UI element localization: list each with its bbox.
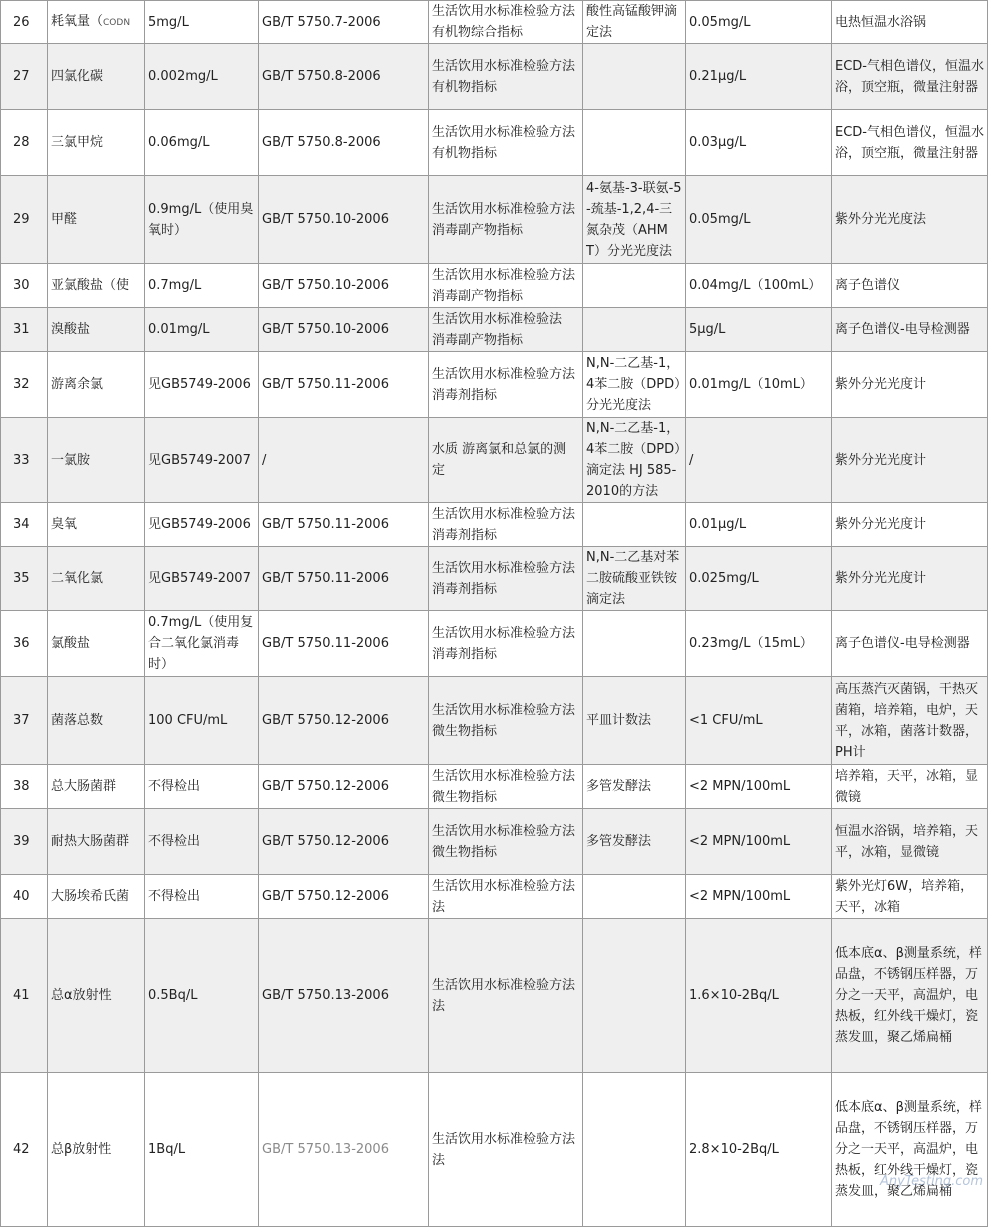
standard-code: GB/T 5750.11-2006 [259, 352, 429, 418]
row-number: 32 [1, 352, 48, 418]
standard-code: GB/T 5750.11-2006 [259, 547, 429, 611]
standard-code: GB/T 5750.11-2006 [259, 503, 429, 547]
item-name: 耗氧量（CODN [48, 1, 145, 44]
item-name: 总β放射性 [48, 1073, 145, 1227]
table-row [1, 110, 988, 176]
equipment: 紫外分光光度法 [832, 176, 988, 264]
item-name: 游离余氯 [48, 352, 145, 418]
watermark-logo: AnyTesting.com [879, 1174, 983, 1189]
limit-value: 100 CFU/mL [145, 677, 259, 765]
equipment: 低本底α、β测量系统，样品盘，不锈钢压样器，万分之一天平，高温炉，电热板，红外线干燥灯，瓷蒸发皿，聚乙烯扁桶 [832, 919, 988, 1073]
item-name: 三氯甲烷 [48, 110, 145, 176]
method-principle [583, 44, 686, 110]
limit-value: 不得检出 [145, 765, 259, 809]
equipment: 紫外分光光度计 [832, 352, 988, 418]
row-number: 40 [1, 875, 48, 919]
method-principle: 多管发酵法 [583, 809, 686, 875]
row-number: 35 [1, 547, 48, 611]
limit-value: 0.7mg/L（使用复合二氧化氯消毒时） [145, 611, 259, 677]
method-name: 生活饮用水标准检验方法 消毒副产物指标 [429, 264, 583, 308]
detection-limit: 5μg/L [686, 308, 832, 352]
row-number: 29 [1, 176, 48, 264]
method-name: 生活饮用水标准检验方法 消毒剂指标 [429, 611, 583, 677]
standard-code: / [259, 418, 429, 503]
equipment: 高压蒸汽灭菌锅，干热灭菌箱，培养箱，电炉，天平，冰箱，菌落计数器，PH计 [832, 677, 988, 765]
standard-code: GB/T 5750.11-2006 [259, 611, 429, 677]
detection-limit: / [686, 418, 832, 503]
standard-code: GB/T 5750.12-2006 [259, 809, 429, 875]
equipment: ECD-气相色谱仪，恒温水浴，顶空瓶，微量注射器 [832, 110, 988, 176]
row-number: 37 [1, 677, 48, 765]
standard-code: GB/T 5750.13-2006 [259, 919, 429, 1073]
item-name: 亚氯酸盐（使 [48, 264, 145, 308]
method-principle [583, 1073, 686, 1227]
table-row [1, 1, 988, 44]
method-principle [583, 503, 686, 547]
method-name: 生活饮用水标准检验方法 消毒剂指标 [429, 352, 583, 418]
row-number: 31 [1, 308, 48, 352]
method-name: 生活饮用水标准检验方法 微生物指标 [429, 677, 583, 765]
item-name: 甲醛 [48, 176, 145, 264]
method-principle: N,N-二乙基-1，4苯二胺（DPD）分光光度法 [583, 352, 686, 418]
standard-code: GB/T 5750.10-2006 [259, 308, 429, 352]
method-principle [583, 875, 686, 919]
table-row [1, 919, 988, 1073]
row-number: 39 [1, 809, 48, 875]
detection-limit: <1 CFU/mL [686, 677, 832, 765]
detection-limit: 0.05mg/L [686, 1, 832, 44]
method-principle: N,N-二乙基对苯二胺硫酸亚铁铵滴定法 [583, 547, 686, 611]
limit-value: 见GB5749-2007 [145, 547, 259, 611]
table-row [1, 1073, 988, 1227]
limit-value: 0.01mg/L [145, 308, 259, 352]
method-name: 生活饮用水标准检验方法 微生物指标 [429, 765, 583, 809]
detection-limit: 0.01mg/L（10mL） [686, 352, 832, 418]
row-number: 26 [1, 1, 48, 44]
limit-value: 0.5Bq/L [145, 919, 259, 1073]
detection-limit: 0.23mg/L（15mL） [686, 611, 832, 677]
limit-value: 见GB5749-2006 [145, 352, 259, 418]
table-row [1, 176, 988, 264]
equipment: 离子色谱仪-电导检测器 [832, 308, 988, 352]
limit-value: 见GB5749-2007 [145, 418, 259, 503]
table-row [1, 352, 988, 418]
table-row [1, 765, 988, 809]
detection-limit: <2 MPN/100mL [686, 765, 832, 809]
row-number: 33 [1, 418, 48, 503]
standard-code: GB/T 5750.12-2006 [259, 765, 429, 809]
table-row [1, 418, 988, 503]
standard-code: GB/T 5750.10-2006 [259, 264, 429, 308]
item-name: 耐热大肠菌群 [48, 809, 145, 875]
standard-code: GB/T 5750.7-2006 [259, 1, 429, 44]
limit-value: 5mg/L [145, 1, 259, 44]
detection-limit: <2 MPN/100mL [686, 875, 832, 919]
limit-value: 见GB5749-2006 [145, 503, 259, 547]
method-name: 生活饮用水标准检验方法 有机物指标 [429, 44, 583, 110]
table-row [1, 44, 988, 110]
table-row [1, 264, 988, 308]
item-name: 总大肠菌群 [48, 765, 145, 809]
equipment: 紫外分光光度计 [832, 418, 988, 503]
method-principle [583, 308, 686, 352]
item-name: 臭氧 [48, 503, 145, 547]
standard-code: GB/T 5750.8-2006 [259, 110, 429, 176]
method-name: 生活饮用水标准检验法 消毒副产物指标 [429, 308, 583, 352]
detection-limit: <2 MPN/100mL [686, 809, 832, 875]
standard-code: GB/T 5750.12-2006 [259, 875, 429, 919]
method-name: 生活饮用水标准检验方法 消毒副产物指标 [429, 176, 583, 264]
method-principle: 酸性高锰酸钾滴定法 [583, 1, 686, 44]
method-name: 生活饮用水标准检验方法法 [429, 875, 583, 919]
equipment: 离子色谱仪-电导检测器 [832, 611, 988, 677]
method-name: 生活饮用水标准检验方法法 [429, 1073, 583, 1227]
method-principle [583, 919, 686, 1073]
standard-code: GB/T 5750.12-2006 [259, 677, 429, 765]
equipment: 离子色谱仪 [832, 264, 988, 308]
table-row [1, 875, 988, 919]
limit-value: 1Bq/L [145, 1073, 259, 1227]
method-principle [583, 264, 686, 308]
row-number: 28 [1, 110, 48, 176]
method-principle [583, 110, 686, 176]
limit-value: 0.002mg/L [145, 44, 259, 110]
table-row [1, 611, 988, 677]
method-name: 生活饮用水标准检验方法 消毒剂指标 [429, 503, 583, 547]
equipment: 低本底α、β测量系统，样品盘，不锈钢压样器，万分之一天平，高温炉，电热板，红外线干燥灯，瓷蒸发皿，聚乙烯扁桶 [832, 1073, 988, 1227]
standard-code: GB/T 5750.8-2006 [259, 44, 429, 110]
equipment: 恒温水浴锅，培养箱，天平，冰箱，显微镜 [832, 809, 988, 875]
method-principle [583, 611, 686, 677]
row-number: 38 [1, 765, 48, 809]
row-number: 42 [1, 1073, 48, 1227]
detection-limit: 0.05mg/L [686, 176, 832, 264]
row-number: 36 [1, 611, 48, 677]
item-name: 溴酸盐 [48, 308, 145, 352]
standard-code: GB/T 5750.10-2006 [259, 176, 429, 264]
limit-value: 不得检出 [145, 809, 259, 875]
item-name: 总α放射性 [48, 919, 145, 1073]
item-name: 四氯化碳 [48, 44, 145, 110]
equipment: ECD-气相色谱仪，恒温水浴，顶空瓶，微量注射器 [832, 44, 988, 110]
row-number: 34 [1, 503, 48, 547]
limit-value: 0.9mg/L（使用臭氧时） [145, 176, 259, 264]
row-number: 41 [1, 919, 48, 1073]
detection-limit: 0.03μg/L [686, 110, 832, 176]
detection-limit: 0.025mg/L [686, 547, 832, 611]
limit-value: 0.7mg/L [145, 264, 259, 308]
method-principle: N,N-二乙基-1，4苯二胺（DPD）滴定法 HJ 585-2010的方法 [583, 418, 686, 503]
standard-code: GB/T 5750.13-2006 [259, 1073, 429, 1227]
method-name: 生活饮用水标准检验方法 有机物指标 [429, 110, 583, 176]
item-name: 二氧化氯 [48, 547, 145, 611]
item-name: 大肠埃希氏菌 [48, 875, 145, 919]
method-name: 生活饮用水标准检验方法法 [429, 919, 583, 1073]
table-row [1, 677, 988, 765]
method-name: 生活饮用水标准检验方法 有机物综合指标 [429, 1, 583, 44]
detection-limit: 0.21μg/L [686, 44, 832, 110]
equipment: 紫外分光光度计 [832, 503, 988, 547]
detection-limit: 0.01μg/L [686, 503, 832, 547]
method-principle: 4-氨基-3-联氨-5-巯基-1,2,4-三氮杂茂（AHMT）分光光度法 [583, 176, 686, 264]
method-name: 水质 游离氯和总氯的测定 [429, 418, 583, 503]
equipment: 培养箱，天平，冰箱，显微镜 [832, 765, 988, 809]
row-number: 30 [1, 264, 48, 308]
item-name: 菌落总数 [48, 677, 145, 765]
table-row [1, 308, 988, 352]
method-name: 生活饮用水标准检验方法 微生物指标 [429, 809, 583, 875]
item-name: 一氯胺 [48, 418, 145, 503]
table-row [1, 503, 988, 547]
limit-value: 不得检出 [145, 875, 259, 919]
equipment: 紫外光灯6W，培养箱，天平，冰箱 [832, 875, 988, 919]
row-number: 27 [1, 44, 48, 110]
table-row [1, 809, 988, 875]
detection-limit: 0.04mg/L（100mL） [686, 264, 832, 308]
table-row [1, 547, 988, 611]
method-principle: 平皿计数法 [583, 677, 686, 765]
item-name: 氯酸盐 [48, 611, 145, 677]
limit-value: 0.06mg/L [145, 110, 259, 176]
method-name: 生活饮用水标准检验方法 消毒剂指标 [429, 547, 583, 611]
method-principle: 多管发酵法 [583, 765, 686, 809]
detection-limit: 2.8×10-2Bq/L [686, 1073, 832, 1227]
equipment: 紫外分光光度计 [832, 547, 988, 611]
equipment: 电热恒温水浴锅 [832, 1, 988, 44]
detection-limit: 1.6×10-2Bq/L [686, 919, 832, 1073]
